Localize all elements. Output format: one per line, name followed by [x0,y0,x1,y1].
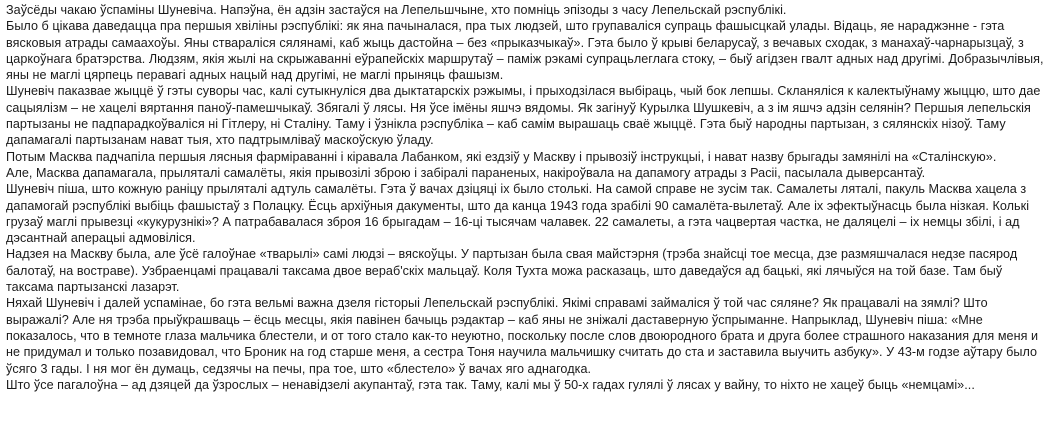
paragraph-moscow-help: Але, Масква дапамагала, прыляталі самалёты, якія прывозілі зброю і забіралі параненых, накіроўвала на дапамогу атрады з Расіі, пасылала дыверсантаў. [6,165,926,180]
paragraph-regimes: Шуневіч паказвае жыццё ў гэты суворы час, калі сутыкнуліся два дыктатарскіх рэжымы, і прыходзілася выбіраць, чый бок лепшы. Скланяліся к калектыўнаму жыццю, што дае сацыялізм – не хацелі вяртання паноў-памешчыкаў. Збягалі ў лясы. Ня ўсе імёны яшчэ вядомы. Як загінуў Курылка Шушкевіч, а з ім яшчэ адзін селянін? Першыя лепельскія партызаны не падпарадкоўваліся ні Гітлеру, ні Сталіну. Таму і ўзнікла рэспубліка – каб самім вырашаць сваё жыццё. Гэта быў народны партызан, з сялянскіх нізоў. Таму дапамагалі партызанам нават тыя, хто падтрымліваў маскоўскую ўладу. [6,84,1041,148]
paragraph-airplanes: Шуневіч піша, што кожную раніцу прыляталі адтуль самалёты. Гэта ў вачах дзіцяці іх было столькі. На самой справе не зусім так. Самалеты ляталі, пакуль Масква хацела з дапамогай рэспублікі выбіць фашыстаў з Полацку. Ёсць архіўныя дакументы, што да канца 1943 года зрабілі 90 самалёта-вылетаў. Але іх эфектыўнасць была нізкая. Колькі грузаў маглі прывезці «кукурузнікі»? А патрабавалася зброя 16 брыгадам – 16-ці тысячам чалавек. 22 самалеты, а гэта чацвертая частка, не даляцелі – іх немцы збілі, і ад дэсантнай аперацыі адмовіліся. [6,182,1030,246]
paragraph-closing: Што ўсе пагалоўна – ад дзяцей да ўзрослых – ненавідзелі акупантаў, гэта так. Таму, калі мы ў 50-х гадах гулялі ў лясах у вайну, то ніхто не хацеў быць «немцамі»... [6,377,975,392]
paragraph-memoirs: Няхай Шуневіч і далей успамінае, бо гэта вельмі важна дзеля гісторыі Лепельскай рэспублікі. Якімі справамі займаліся ў той час сяляне? Як працавалі на зямлі? Што выражалі? Але ня трэба прыўкрашваць – ёсць месцы, якія павінен бачыць рэдактар – каб яны не зніжалі даставерную ўспрыманне. Напрыклад, Шуневіч піша: «Мне показалось, что в темноте глаза мальчика блестели, и от того стало как-то неуютно, поскольку после слов двоюродного брата и друга более страшного наказания для меня и не придумал и только позавидовал, что Броник на год старше меня, а сестра Тоня научила мальчишку считать до ста и заставила выучить азбуку». У 43-м годзе аўтару было ўсяго 3 гады. І ня мог ён думаць, седзячы на печы, пра тое, што «блестело» ў вачах яго аднагодка. [6,296,1039,376]
paragraph-intro: Заўсёды чакаю ўспаміны Шуневіча. Напэўна, ён адзін застаўся на Лепельшчыне, хто помніць эпізоды з часу Лепельскай рэспублікі. [6,3,787,17]
paragraph-origins: Было б цікава даведацца пра першыя хвіліны рэспублікі: як яна пачыналася, пра тых людзей, што групаваліся супраць фашысцкай улады. Відаць, яе нараджэнне - гэта вясковыя атрады самаахоўы. Яны ствараліся сялянамі, каб жыць дастойна – без «прыказчыкаў». Гэта было ў крыві беларусаў, з вечавых сходак, з манахаў-чарнарызцаў, з царкоўнага братэрства. Людзям, якія жылі на скрыжаванні еўрапейскіх маршрутаў – паміж рэкамі супрацьлеглага стоку, – быў агідзен гвалт адных над другімі. Добразычлівыя, яны не маглі цярпець перавагі адных нацый над другімі, не маглі прыняць фашызм. [6,19,1044,83]
paragraph-villagers: Надзея на Маскву была, але ўсё галоўнае «тварылі» самі людзі – вяскоўцы. У партызан была свая майстэрня (трэба знайсці тое месца, дзе размяшчалася недзе пасярод балотаў, на востраве). Узбраенцамі працавалі таксама двое вераб'скіх мальцаў. Коля Тухта можа расказаць, што даведаўся ад бацькі, які лячыўся на той базе. Там быў таксама партызанскі лазарэт. [6,247,1018,295]
paragraph-moscow-control: Потым Масква падчапіла першыя лясныя фарміраванні і кіравала Лабанком, які ездзіў у Маскву і прывозіў інструкцыі, і нават назву брыгады замянілі на «Сталінскую». [6,149,997,164]
